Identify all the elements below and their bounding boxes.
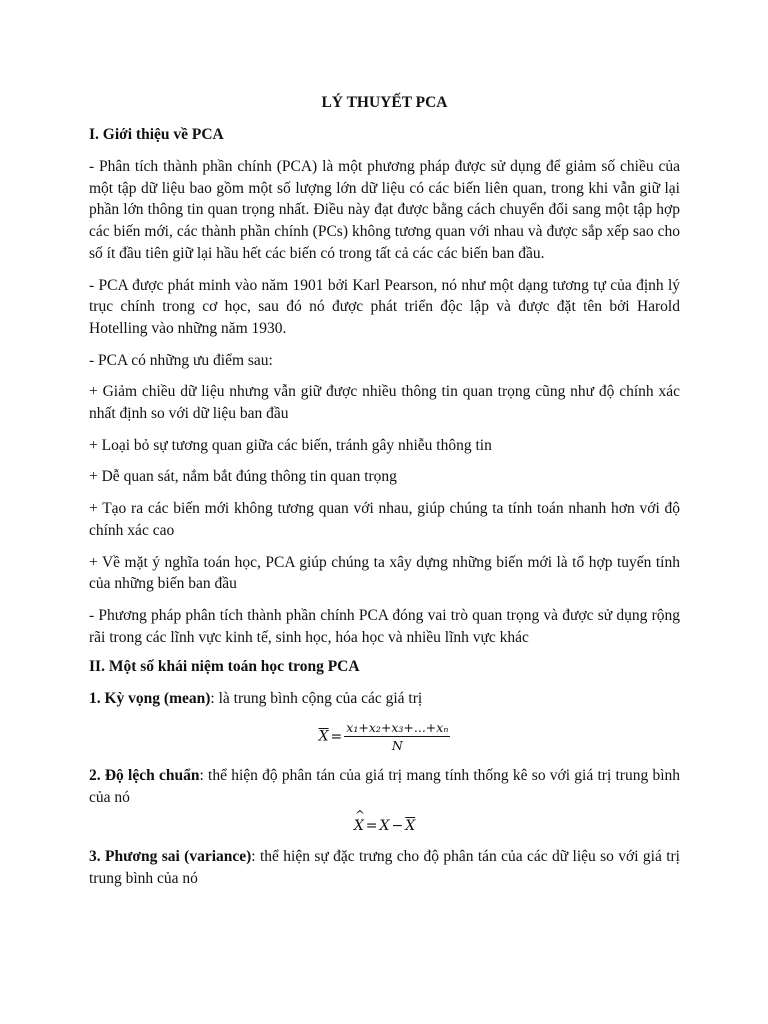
advantage-item-4: + Tạo ra các biến mới không tương quan với nhau, giúp chúng ta tính toán nhanh hơn với độ chính xác cao <box>89 500 680 539</box>
formula-deviation: ^ $X = X - \overline{X}$ <box>89 818 680 834</box>
concept-mean-text: : là trung bình cộng của các giá trị <box>210 690 423 708</box>
advantage-item-3: + Dễ quan sát, nắm bắt đúng thông tin quan trọng <box>89 468 397 486</box>
formula-mean-numerator: x₁+x₂+x₃+...+xₙ <box>346 720 449 736</box>
formula-deviation-lhs: ^ X <box>354 818 364 834</box>
concept-variance-term: 3. Phương sai (variance) <box>89 848 252 866</box>
concept-variance <box>89 846 680 889</box>
paragraph-applications: - Phương pháp phân tích thành phần chính PCA đóng vai trò quan trọng và được sử dụng rộng rãi trong các lĩnh vực kinh tế, sinh học, hóa học và nhiều lĩnh vực khác <box>89 606 680 646</box>
concept-std-deviation-term: 2. Độ lệch chuẩn <box>89 767 200 785</box>
formula-deviation-rhs-b: $\overline{X}$ <box>405 818 416 835</box>
advantage-item-2: + Loại bỏ sự tương quan giữa các biến, tránh gây nhiễu thông tin <box>89 436 492 454</box>
advantage-item-5: + Về mặt ý nghĩa toán học, PCA giúp chúng ta xây dựng những biến mới là tổ hợp tuyến tính của những biến ban đầu <box>89 553 680 593</box>
advantage-item-1: + Giảm chiều dữ liệu nhưng vẫn giữ được nhiều thông tin quan trọng cũng như độ chính xác nhất định so với dữ liệu ban đầu <box>89 383 680 423</box>
document-title: LÝ THUYẾT PCA <box>321 94 448 111</box>
formula-deviation-rhs-a: X <box>379 818 390 835</box>
formula-mean-lhs: $\overline{X}$ <box>318 728 329 745</box>
formula-mean-fraction <box>344 720 450 753</box>
paragraph-history: - PCA được phát minh vào năm 1901 bởi Karl Pearson, nó như một dạng tương tự của định lý trục chính trong cơ học, sau đó nó được phát triển độc lập và được đặt tên bởi Harold Hotelling vào những năm 1930. <box>89 276 680 337</box>
concept-mean <box>89 688 680 710</box>
concept-std-deviation-text: : thể hiện độ phân tán của giá trị mang tính thống kê so với giá trị trung bình của nó <box>89 767 680 806</box>
formula-mean: $\overline{X}$ = $\frac{\text{x₁+x₂+x₃+...+xₙ}}{N}$ <box>318 720 449 754</box>
paragraph-advantages-intro: - PCA có những ưu điểm sau: <box>89 351 273 369</box>
section-heading-math: II. Một số khái niệm toán học trong PCA <box>89 658 360 676</box>
concept-variance-text: : thể hiện sự đặc trưng cho độ phân tán của các dữ liệu so với giá trị trung bình của nó <box>89 848 680 888</box>
paragraph-definition: - Phân tích thành phần chính (PCA) là một phương pháp được sử dụng để giảm số chiều của một tập dữ liệu bao gồm một số lượng lớn dữ liệu có các biến liên quan, trong khi vẫn giữ lại phần lớn thông tin quan trọng nhất. Điều này đạt được bằng cách chuyển đổi sang một tập hợp các biến mới, các thành phần chính (PCs) không tương quan với nhau và được sắp xếp sao cho số ít đầu tiên giữ lại hầu hết các biến có trong tất cả các các biến ban đầu. <box>89 158 680 262</box>
section-heading-intro: I. Giới thiệu về PCA <box>89 126 224 143</box>
concept-mean-term: 1. Kỳ vọng (mean) <box>89 690 211 708</box>
concept-std-deviation <box>89 765 680 808</box>
formula-mean-denominator: N <box>391 738 403 754</box>
